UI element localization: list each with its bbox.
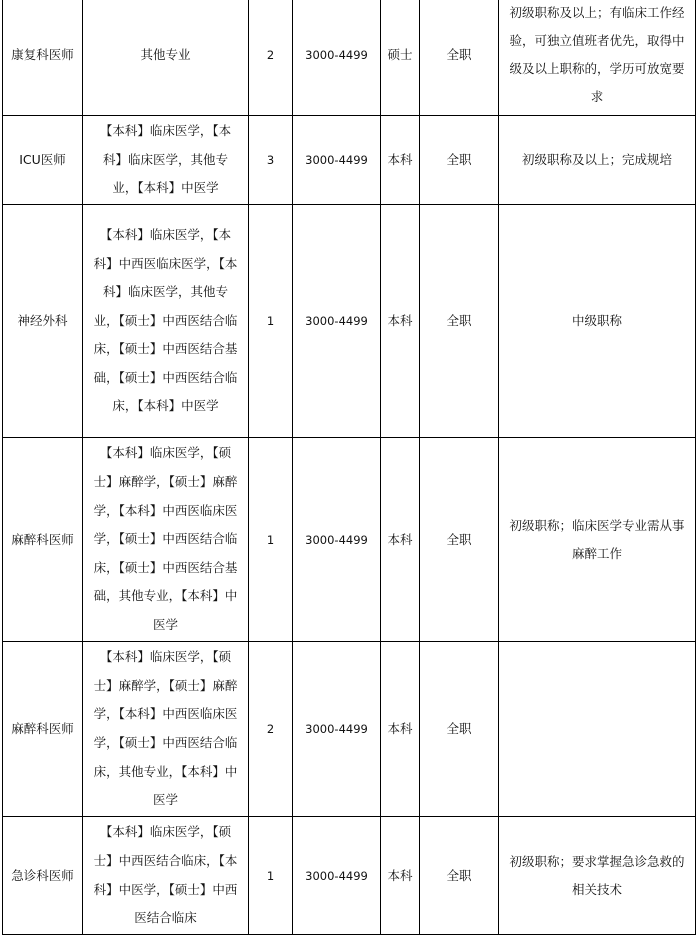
job-type-cell: 全职 [420, 817, 499, 935]
requirement-cell: 初级职称；要求掌握急诊急救的相关技术 [499, 817, 696, 935]
requirement-cell [499, 642, 696, 817]
education-cell: 本科 [381, 438, 420, 642]
table-row [3, 205, 696, 438]
job-type-cell: 全职 [420, 205, 499, 438]
count-cell: 1 [249, 438, 293, 642]
count-cell: 1 [249, 205, 293, 438]
education-cell: 本科 [381, 642, 420, 817]
table-row [3, 438, 696, 642]
count-cell: 2 [249, 0, 293, 116]
requirement-cell: 中级职称 [499, 205, 696, 438]
table-row [3, 642, 696, 817]
position-cell: 麻醉科医师 [3, 642, 83, 817]
salary-cell: 3000-4499 [293, 438, 381, 642]
job-type-cell: 全职 [420, 0, 499, 116]
education-cell: 硕士 [381, 0, 420, 116]
table-row [3, 0, 696, 116]
salary-cell: 3000-4499 [293, 116, 381, 205]
requirement-cell: 初级职称；临床医学专业需从事麻醉工作 [499, 438, 696, 642]
requirement-cell: 初级职称及以上；有临床工作经验，可独立值班者优先，取得中级及以上职称的，学历可放宽要求 [499, 0, 696, 116]
requirement-cell: 初级职称及以上；完成规培 [499, 116, 696, 205]
position-cell: 神经外科 [3, 205, 83, 438]
count-cell: 2 [249, 642, 293, 817]
table-row [3, 817, 696, 935]
major-cell: 其他专业 [83, 0, 249, 116]
major-cell: 【本科】临床医学，【硕士】麻醉学，【硕士】麻醉学，【本科】中西医临床医学，【硕士】中西医结合临床，其他专业，【本科】中医学 [83, 642, 249, 817]
salary-cell: 3000-4499 [293, 0, 381, 116]
count-cell: 1 [249, 817, 293, 935]
position-cell: 康复科医师 [3, 0, 83, 116]
position-cell: 急诊科医师 [3, 817, 83, 935]
salary-cell: 3000-4499 [293, 642, 381, 817]
job-listing-table [2, 0, 696, 935]
position-cell: 麻醉科医师 [3, 438, 83, 642]
major-cell: 【本科】临床医学，【本科】临床医学，其他专业，【本科】中医学 [83, 116, 249, 205]
education-cell: 本科 [381, 116, 420, 205]
table-row [3, 116, 696, 205]
education-cell: 本科 [381, 817, 420, 935]
job-type-cell: 全职 [420, 438, 499, 642]
salary-cell: 3000-4499 [293, 817, 381, 935]
job-type-cell: 全职 [420, 116, 499, 205]
count-cell: 3 [249, 116, 293, 205]
job-type-cell: 全职 [420, 642, 499, 817]
education-cell: 本科 [381, 205, 420, 438]
major-cell: 【本科】临床医学，【硕士】中西医结合临床，【本科】中医学，【硕士】中西医结合临床 [83, 817, 249, 935]
major-cell: 【本科】临床医学，【硕士】麻醉学，【硕士】麻醉学，【本科】中西医临床医学，【硕士】中西医结合临床，【硕士】中西医结合基础，其他专业，【本科】中医学 [83, 438, 249, 642]
major-cell: 【本科】临床医学，【本科】中西医临床医学，【本科】临床医学，其他专业，【硕士】中西医结合临床，【硕士】中西医结合基础，【硕士】中西医结合临床，【本科】中医学 [83, 205, 249, 438]
salary-cell: 3000-4499 [293, 205, 381, 438]
position-cell: ICU医师 [3, 116, 83, 205]
